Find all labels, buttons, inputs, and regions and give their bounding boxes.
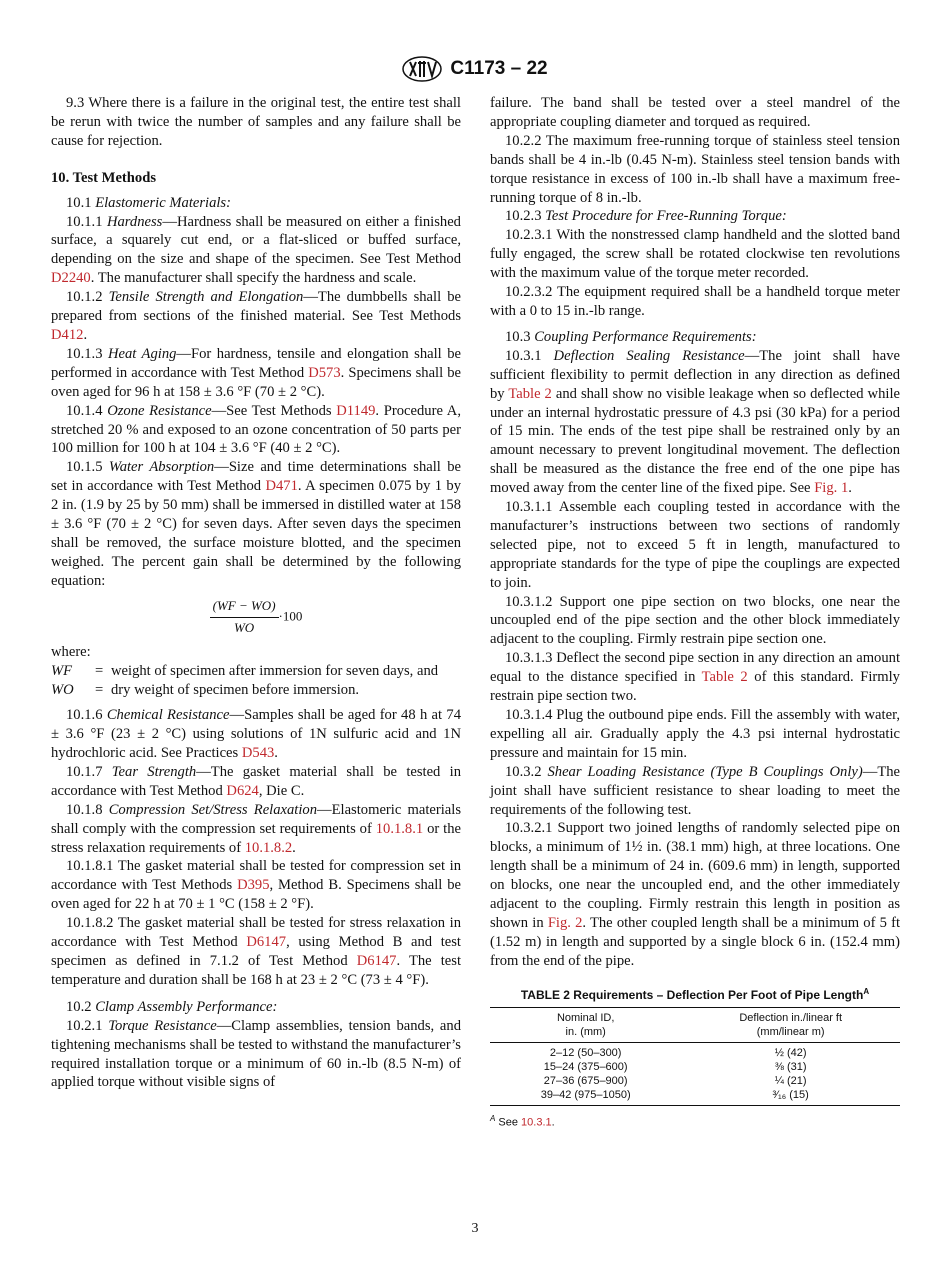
paragraph-10-2-1: 10.2.1 Torque Resistance—Clamp assemblies, tension bands, and tightening mechanisms shall be tested to withstand the manufacturer’s required installation torque or a minimum of 60 in.-lb (8.5 N-m) of applied torque without visible signs of — [51, 1017, 461, 1091]
link-d6147[interactable]: D6147 — [356, 952, 397, 969]
paragraph-10-1-7: 10.1.7 Tear Strength—The gasket material shall be tested in accordance with Test Method D624, Die C. — [51, 763, 461, 799]
right-column — [490, 94, 900, 1132]
link-d1149[interactable]: D1149 — [336, 402, 376, 419]
link-d624[interactable]: D624 — [226, 782, 259, 799]
paragraph-10-1-4: 10.1.4 Ozone Resistance—See Test Methods D1149. Procedure A, stretched 20 % and exposed to an ozone concentration of 50 parts per 100 million for 100 h at 104 ± 3.6 °F (40 ± 2 °C). — [51, 402, 461, 457]
table-cell-deflection: ⅜ (31) — [774, 1060, 807, 1073]
paragraph-10-1-5: 10.1.5 Water Absorption—Size and time determinations shall be set in accordance with Test Method D471. A specimen 0.075 by 1 by 2 in. (1.9 by 25 by 50 mm) shall be immersed in distilled water at 158 ± 3.6 °F (70 ± 2 °C) for seven days. After seven days the specimen shall be removed, the surface moisture blotted, and the specimen weighed. The percent gain shall be determined by the following equation: — [51, 459, 461, 589]
table-row — [490, 1060, 900, 1074]
link-fig-1[interactable]: Fig. 1 — [814, 480, 849, 497]
table-cell-deflection: ½ (42) — [774, 1046, 807, 1059]
link-d6147[interactable]: D6147 — [246, 934, 287, 951]
percent-gain-equation — [51, 597, 461, 638]
where-label: where: — [51, 644, 91, 661]
paragraph-10-1-8: 10.1.8 Compression Set/Stress Relaxation—Elastomeric materials shall comply with the compression set requirements of 10.1.8.1 or the stress relaxation requirements of 10.1.8.2. — [51, 801, 461, 856]
paragraph-10-2-3: 10.2.3 Test Procedure for Free-Running Torque: — [505, 208, 787, 225]
table-row — [490, 1088, 900, 1106]
table-cell-id: 39–42 (975–1050) — [490, 1088, 681, 1106]
definition-list: WF = weight of specimen after immersion for seven days, and WO = dry weight of specimen before immersion. — [51, 662, 461, 700]
table-cell-deflection: ³⁄₁₆ (15) — [681, 1088, 900, 1106]
link-d471[interactable]: D471 — [265, 478, 298, 495]
table-cell-deflection: ¼ (21) — [774, 1074, 807, 1087]
link-10-1-8-1[interactable]: 10.1.8.1 — [375, 820, 424, 837]
link-d543[interactable]: D543 — [241, 745, 275, 761]
link-d573[interactable]: D573 — [308, 364, 341, 381]
table-cell-id: 2–12 (50–300) — [549, 1046, 622, 1059]
definition-term: WF — [51, 663, 73, 680]
link-table-2[interactable]: Table 2 — [508, 385, 552, 402]
definition-description: weight of specimen after immersion for seven days, and — [111, 663, 439, 680]
deflection-table — [490, 1007, 900, 1106]
astm-logo-icon — [402, 56, 442, 82]
paragraph-10-1-6: 10.1.6 Chemical Resistance—Samples shall be aged for 48 h at 74 ± 3.6 °F (23 ± 2 °C) using solutions of 1N sulfuric acid and 1N hydrochloric acid. See Practices D543. — [51, 707, 462, 761]
equation-multiplier: ·100 — [278, 608, 303, 624]
link-10-3-1[interactable]: 10.3.1 — [521, 1116, 552, 1129]
paragraph-10-1-8-2: 10.1.8.2 The gasket material shall be tested for stress relaxation in accordance with Test Method D6147, using Method B and test specimen as defined in 7.1.2 of Test Method D6147. The test temperature and duration shall be 168 h at 23 ± 2 °C (73 ± 4 °F). — [51, 915, 461, 988]
link-fig-2[interactable]: Fig. 2 — [547, 914, 583, 931]
table-2 — [490, 983, 900, 1132]
column-header-nominal-id: Nominal ID, in. (mm) — [490, 1007, 681, 1042]
paragraph-10-3-1-4: 10.3.1.4 Plug the outbound pipe ends. Fill the assembly with water, expelling all air. Gradually apply the 4.3 psi internal hydrostatic pressure and maintain for 15 min. — [490, 707, 900, 761]
page-number: 3 — [471, 1221, 479, 1236]
link-10-1-8-2[interactable]: 10.1.8.2 — [244, 839, 293, 856]
equation-denominator: WO — [233, 619, 255, 635]
paragraph-10-3-1-3: 10.3.1.3 Deflect the second pipe section in any direction an amount equal to the distance specified in Table 2 of this standard. Firmly restrain pipe section two. — [490, 650, 900, 705]
paragraph-10-3: 10.3 Coupling Performance Requirements: — [505, 328, 757, 345]
paragraph-10-1-2: 10.1.2 Tensile Strength and Elongation—The dumbbells shall be prepared from sections of the finished material. See Test Methods D412. — [51, 289, 461, 343]
table-cell-id: 15–24 (375–600) — [543, 1060, 628, 1073]
paragraph-10-3-1-1: 10.3.1.1 Assemble each coupling tested in accordance with the manufacturer’s instructions between two sections of randomly selected pipe, not to exceed 5 ft in length, manufactured to appropriate standards for the type of pipe the couplings are expected to join. — [490, 499, 900, 591]
paragraph-10-2-3-1: 10.2.3.1 With the nonstressed clamp handheld and the slotted band fully engaged, the screw shall be rotated clockwise ten revolutions with the maximum value of the torque meter recorded. — [490, 227, 900, 282]
equation-numerator: (WF − WO) — [210, 597, 279, 618]
definition-description: dry weight of specimen before immersion. — [111, 682, 360, 699]
paragraph-10-3-2-1: 10.3.2.1 Support two joined lengths of randomly selected pipe on blocks, a minimum of 1½ in. (38.1 mm) high, at three locations. One length shall be a minimum of 24 in. (609.6 mm) in length, supported on blocks, one near the uncoupled end, and the other immediately adjacent to the coupling. Firmly restrain this length in position as shown in Fig. 2. The other coupled length shall be a minimum of 5 ft (1.52 m) in length and supported by a single block 6 in. (152.4 mm) from the end of the pipe. — [490, 820, 900, 969]
paragraph-10-3-1: 10.3.1 Deflection Sealing Resistance—The joint shall have sufficient flexibility to permit deflection in any direction as defined by Table 2 and shall show no visible leakage when so deflected while under an internal hydrostatic pressure of 4.3 psi (30 kPa) for a period of 15 min. The ends of the test pipe shall be restrained only by an amount necessary to prevent longitudinal movement. The deflection shall be measured as the distance the free end of the one pipe has moved away from the center line of the fixed pipe. See Fig. 1. — [490, 347, 900, 497]
paragraph-10-3-2: 10.3.2 Shear Loading Resistance (Type B Couplings Only)—The joint shall have sufficient resistance to shear loading to meet the requirements of the following test. — [490, 763, 901, 818]
page-header — [0, 56, 950, 82]
left-column — [51, 94, 461, 1092]
table-row — [490, 1042, 900, 1060]
table-title: TABLE 2 Requirements – Deflection Per Foot of Pipe Length$^A$ — [520, 986, 870, 1002]
paragraph-10-1-1: 10.1.1 Hardness—Hardness shall be measured on either a finished surface, a squarely cut end, or a flat-sliced or buffed surface, depending on the size and shape of the specimen. See Test Method D2240. The manufacturer shall specify the hardness and scale. — [51, 213, 461, 287]
definition-term: WO — [51, 682, 74, 699]
link-d412[interactable]: D412 — [51, 326, 84, 343]
link-d2240[interactable]: D2240 — [51, 270, 91, 287]
table-footnote: $^A$ See 10.3.1. — [490, 1113, 555, 1129]
paragraph-10-1-8-1: 10.1.8.1 The gasket material shall be tested for compression set in accordance with Test Methods D395, Method B. Specimens shall be oven aged for 22 h at 70 ± 1 °C (158 ± 2 °F). — [51, 858, 461, 913]
paragraph-10-2-3-2: 10.2.3.2 The equipment required shall be a handheld torque meter with a 0 to 15 in.-lb range. — [490, 284, 900, 319]
link-d395[interactable]: D395 — [237, 877, 270, 894]
table-row — [490, 1074, 900, 1088]
paragraph-10-2-2: 10.2.2 The maximum free-running torque of stainless steel tension bands shall be 4 in.-lb (0.45 N-m). Stainless steel tension bands with torque resistance in excess of 100 in.-lb shall have a maximum free-running torque of 8 in.-lb. — [490, 132, 900, 206]
link-table-2[interactable]: Table 2 — [701, 669, 748, 686]
document-code: C1173 – 22 — [450, 58, 548, 79]
paragraph-10-1: 10.1 Elastomeric Materials: — [66, 194, 231, 211]
paragraph-9-3: 9.3 Where there is a failure in the original test, the entire test shall be rerun with twice the number of samples and any failure shall be cause for rejection. — [51, 95, 461, 149]
paragraph-continuation: failure. The band shall be tested over a steel mandrel of the appropriate coupling diameter and torqued as required. — [490, 95, 900, 130]
column-header-deflection: Deflection in./linear ft (mm/linear m) — [681, 1007, 900, 1042]
table-cell-id: 27–36 (675–900) — [543, 1074, 628, 1087]
paragraph-10-1-3: 10.1.3 Heat Aging—For hardness, tensile and elongation shall be performed in accordance with Test Method D573. Specimens shall be oven aged for 96 h at 158 ± 3.6 °F (70 ± 2 °C). — [51, 345, 461, 400]
paragraph-10-3-1-2: 10.3.1.2 Support one pipe section on two blocks, one near the uncoupled end of the pipe section and the other block immediately adjacent to the coupling. Firmly restrain pipe section one. — [490, 593, 900, 648]
section-heading-test-methods: 10. Test Methods — [51, 169, 157, 186]
paragraph-10-2: 10.2 Clamp Assembly Performance: — [66, 998, 278, 1015]
